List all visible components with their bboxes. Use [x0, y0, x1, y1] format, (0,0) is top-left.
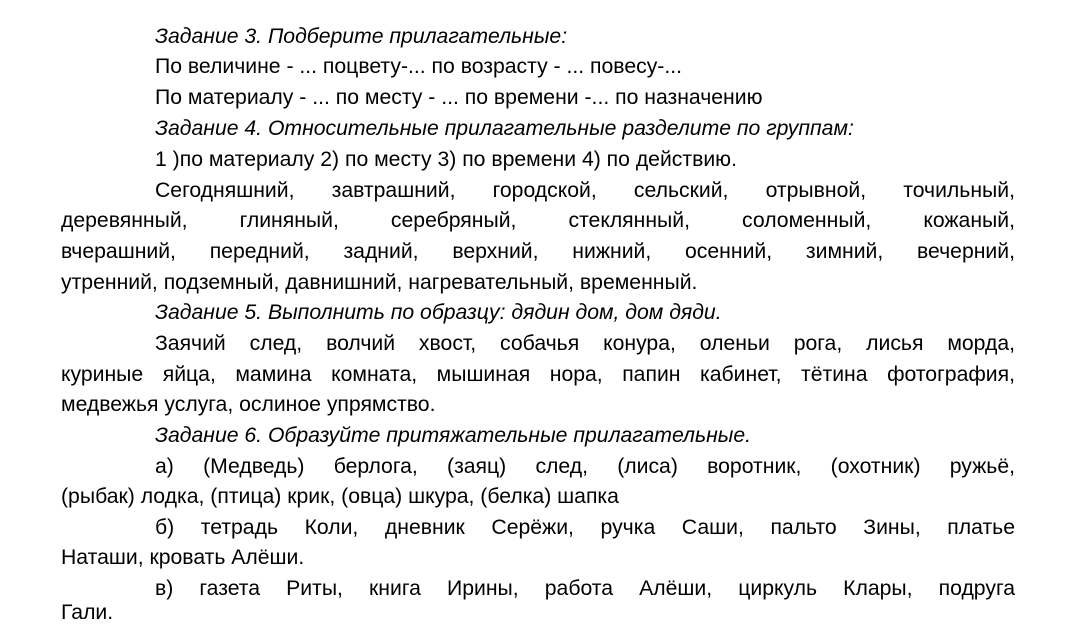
- task-6-heading: Задание 6. Образуйте притяжательные прилагательные.: [155, 424, 752, 447]
- task-5-heading: Задание 5. Выполнить по образцу: дядин дом, дом дяди.: [155, 301, 722, 324]
- text-line: Гали.: [61, 601, 114, 624]
- text-line: вчерашний, передний, задний, верхний, нижний, осенний, зимний, вечерний,: [61, 240, 1015, 263]
- text-line: 1 )по материалу 2) по месту 3) по времени 4) по действию.: [155, 148, 737, 171]
- text-line: в) газета Риты, книга Ирины, работа Алёши, циркуль Клары, подруга: [155, 577, 1015, 600]
- text-line: куриные яйца, мамина комната, мышиная нора, папин кабинет, тётина фотография,: [61, 363, 1015, 386]
- text-line: б) тетрадь Коли, дневник Серёжи, ручка Саши, пальто Зины, платье: [155, 516, 1015, 539]
- text-line: Наташи, кровать Алёши.: [61, 546, 305, 569]
- text-line: По материалу - ... по месту - ... по времени -... по назначению: [155, 86, 763, 109]
- text-line: утренний, подземный, давнишний, нагревательный, временный.: [61, 271, 698, 294]
- text-line: (рыбак) лодка, (птица) крик, (овца) шкура, (белка) шапка: [61, 485, 619, 508]
- text-line: деревянный, глиняный, серебряный, стеклянный, соломенный, кожаный,: [61, 209, 1015, 232]
- text-line: медвежья услуга, ослиное упрямство.: [61, 393, 436, 416]
- task-4-heading: Задание 4. Относительные прилагательные разделите по группам:: [155, 117, 854, 140]
- task-3-heading: Задание 3. Подберите прилагательные:: [155, 25, 568, 48]
- text-line: По величине - ... поцвету-... по возрасту - ... повесу-...: [155, 55, 683, 78]
- text-line: а) (Медведь) берлога, (заяц) след, (лиса) воротник, (охотник) ружьё,: [155, 455, 1015, 478]
- text-line: Заячий след, волчий хвост, собачья конура, оленьи рога, лисья морда,: [155, 332, 1015, 355]
- text-line: Сегодняшний, завтрашний, городской, сельский, отрывной, точильный,: [155, 179, 1015, 202]
